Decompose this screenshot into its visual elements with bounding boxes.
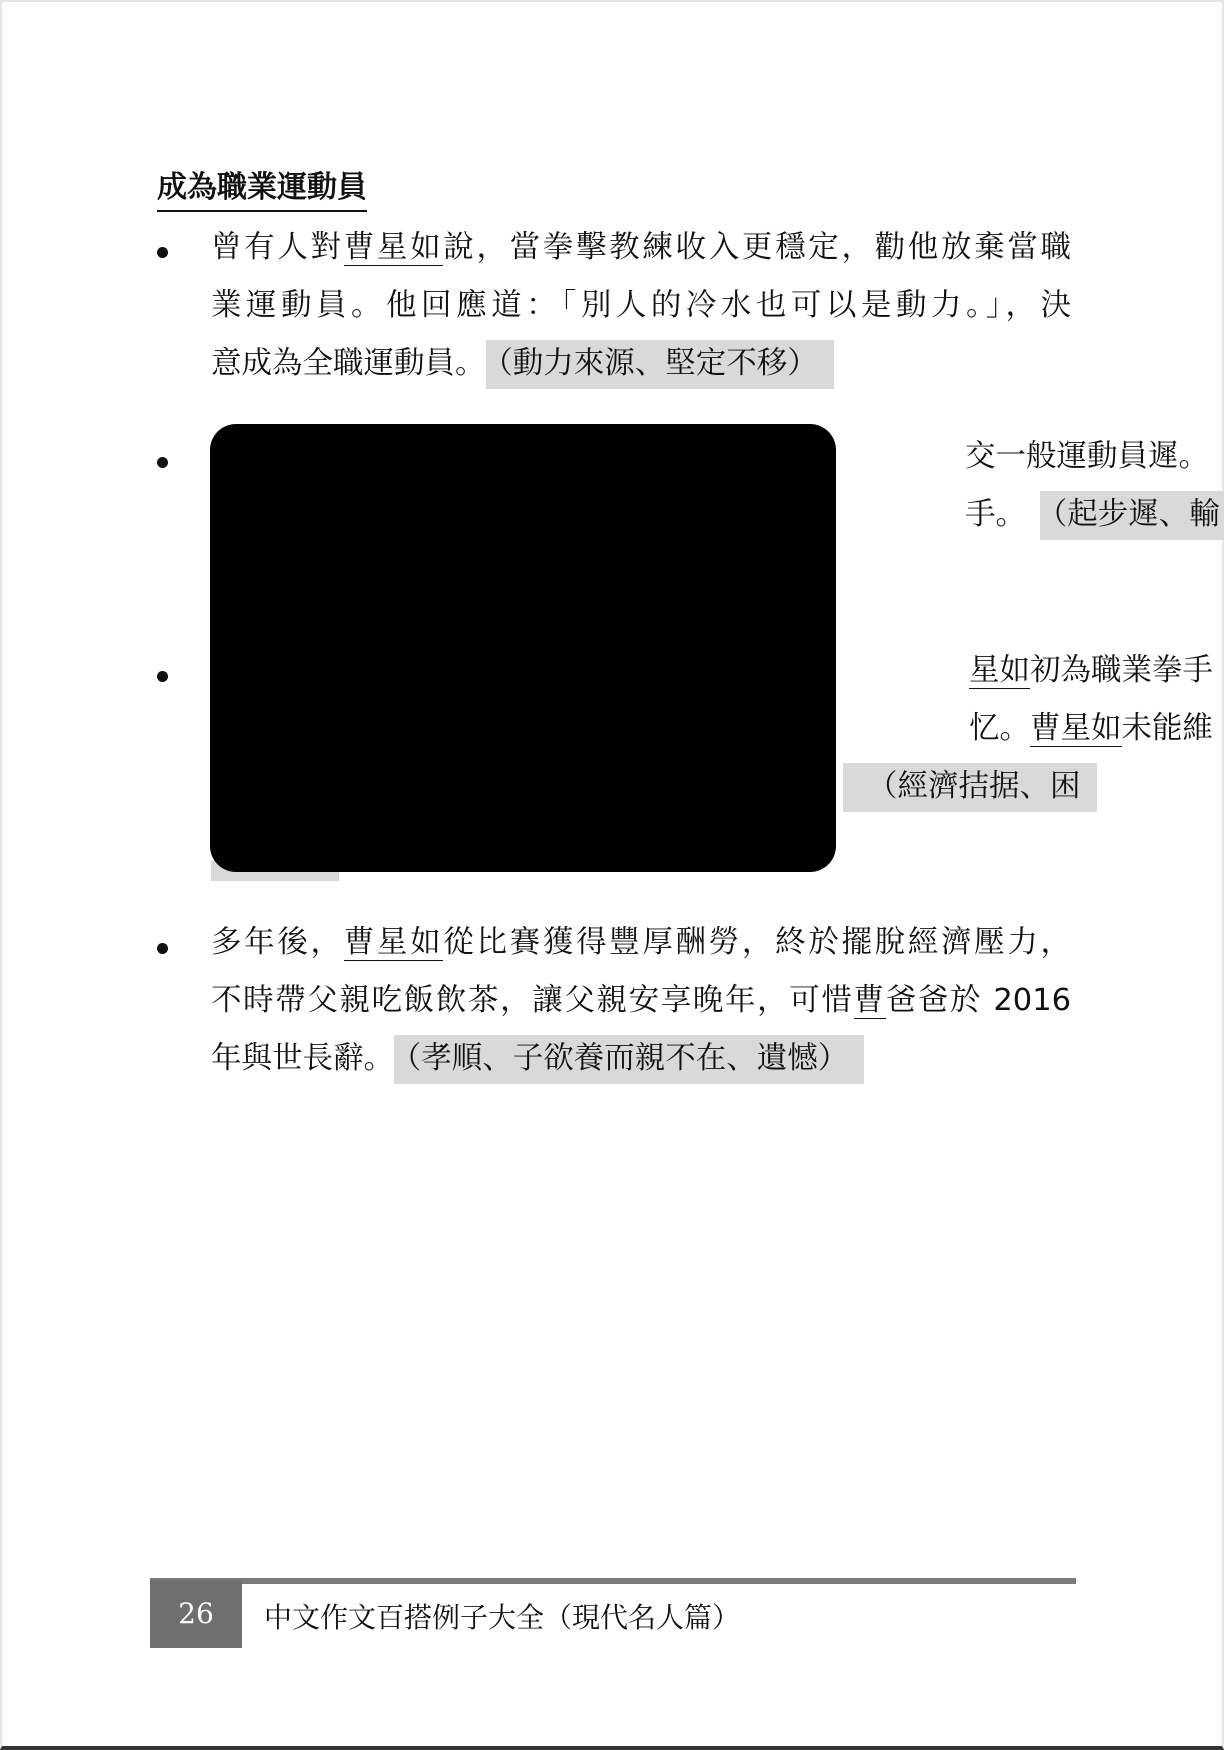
- bullet-icon: [157, 247, 168, 258]
- text-fragment: 曾有人對: [211, 230, 344, 265]
- page-number: 26: [150, 1580, 242, 1648]
- bullet-icon: [157, 671, 168, 682]
- person-name: 曹星如: [343, 230, 444, 265]
- text-fragment: 年與世長辭。: [211, 1041, 394, 1076]
- text-line: [843, 767, 1097, 807]
- text-fragment: 從比賽獲得豐厚酬勞，終於擺脫經濟壓力，: [443, 925, 1072, 960]
- text-line: [211, 228, 1071, 268]
- person-name: 曹星如: [343, 925, 444, 960]
- bullet-icon: [157, 457, 168, 468]
- text-fragment: 意成為全職運動員。: [211, 346, 486, 381]
- section-heading: 成為職業運動員: [157, 168, 367, 212]
- text-line: [211, 344, 834, 384]
- text-line: [969, 651, 1213, 691]
- person-name: 曹星如: [1030, 711, 1122, 746]
- text-line: 業運動員。他回應道：「別人的冷水也可以是動力。」，決: [211, 288, 1071, 323]
- redaction-block: [210, 424, 836, 872]
- keyword-tag: （經濟拮据、困: [843, 763, 1097, 812]
- text-fragment: 不時帶父親吃飯飲茶，讓父親安享晚年，可惜: [211, 983, 854, 1018]
- text-fragment: 未能維: [1121, 711, 1213, 746]
- keyword-tag: （動力來源、堅定不移）: [486, 340, 834, 389]
- text-fragment: 說，當拳擊教練收入更穩定，勸他放棄當職: [443, 230, 1072, 265]
- book-title: 中文作文百搭例子大全（現代名人篇）: [264, 1601, 741, 1634]
- keyword-tag: （起步遲、輸: [1040, 491, 1224, 540]
- text-line: [965, 495, 1224, 535]
- text-fragment: 多年後，: [211, 925, 344, 960]
- text-fragment: 忆。: [969, 711, 1030, 746]
- footer-rule: [150, 1578, 1076, 1584]
- bullet-icon: [157, 943, 168, 954]
- text-line: [211, 981, 1071, 1021]
- person-name: 星如: [969, 653, 1030, 688]
- text-line: [211, 1039, 864, 1079]
- text-fragment: 手。: [965, 497, 1026, 532]
- keyword-tag: （孝順、子欲養而親不在、遺憾）: [394, 1035, 864, 1084]
- text-line: [969, 709, 1213, 749]
- text-fragment: 爸爸於 2016: [885, 983, 1072, 1018]
- text-fragment: 初為職業拳手: [1030, 653, 1213, 688]
- text-line: 交一般運動員遲。: [965, 439, 1209, 474]
- person-name: 曹: [853, 983, 886, 1018]
- text-line: [211, 923, 1071, 963]
